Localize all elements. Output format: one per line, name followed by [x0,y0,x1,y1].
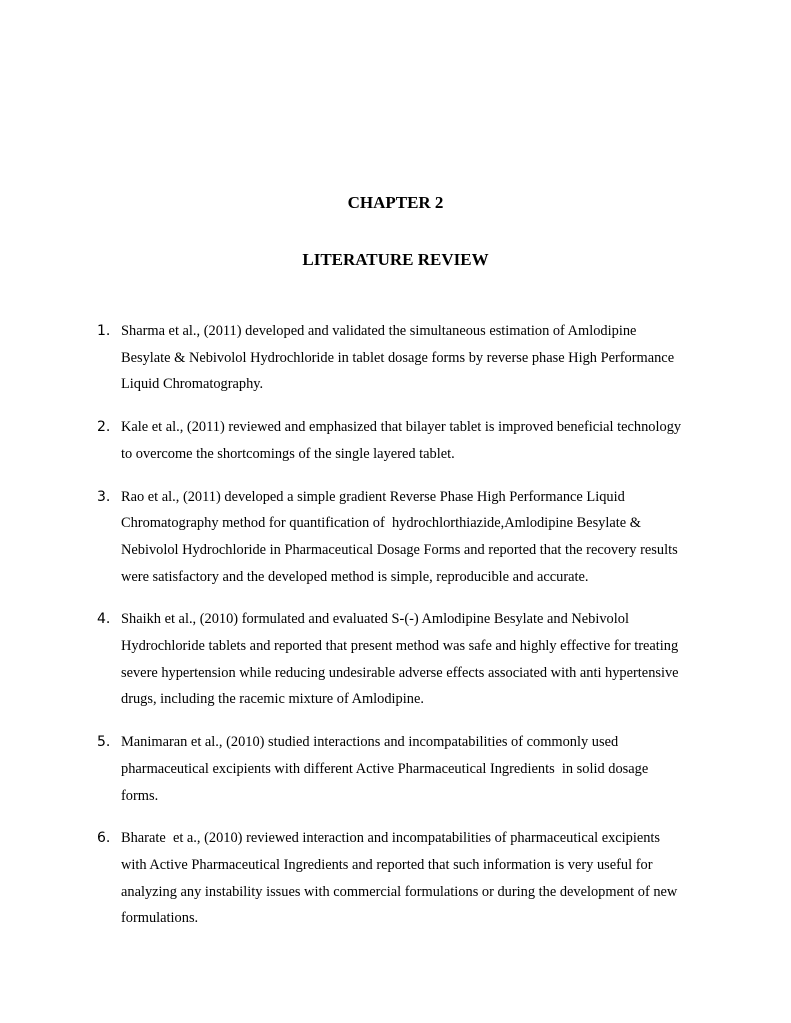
reference-item [0,825,721,932]
reference-line: were satisfactory and the developed method is simple, reproducible and accurate. [121,568,589,585]
reference-number: 2. [97,419,111,436]
reference-line: Bharate et a., (2010) reviewed interaction and incompatabilities of pharmaceutical excipients [121,830,661,847]
reference-text [121,414,721,467]
reference-line: formulations. [121,910,199,927]
reference-line: Besylate & Nebivolol Hydrochloride in tablet dosage forms by reverse phase High Performance [121,349,675,366]
reference-number: 5. [97,734,111,751]
reference-number: 4. [97,611,111,628]
reference-line: Nebivolol Hydrochloride in Pharmaceutical Dosage Forms and reported that the recovery results [121,541,678,558]
reference-line: pharmaceutical excipients with different Active Pharmaceutical Ingredients in solid dosage [121,760,649,777]
reference-line: Rao et al., (2011) developed a simple gradient Reverse Phase High Performance Liquid [121,488,625,505]
reference-line: Sharma et al., (2011) developed and validated the simultaneous estimation of Amlodipine [121,323,637,339]
reference-number: 6. [97,830,111,847]
reference-list [0,318,791,948]
reference-text [121,606,721,713]
reference-number: 3. [97,488,111,505]
reference-line: to overcome the shortcomings of the single layered tablet. [121,445,455,462]
chapter-title: LITERATURE REVIEW [302,250,489,269]
reference-line: with Active Pharmaceutical Ingredients and reported that such information is very useful for [121,856,653,873]
reference-line: forms. [121,787,159,804]
reference-item [0,484,721,591]
reference-line: Chromatography method for quantification of hydrochlorthiazide,Amlodipine Besylate & [121,515,641,532]
reference-text [121,484,721,591]
reference-item [0,606,721,713]
reference-line: Manimaran et al., (2010) studied interactions and incompatabilities of commonly used [121,734,619,751]
reference-line: severe hypertension while reducing undesirable adverse effects associated with anti hypertensive [121,664,679,681]
chapter-heading: CHAPTER 2 [347,193,444,212]
reference-number: 1. [97,323,111,339]
reference-line: analyzing any instability issues with commercial formulations or during the development of new [121,883,678,900]
reference-item [0,318,721,398]
reference-line: drugs, including the racemic mixture of Amlodipine. [121,691,424,708]
reference-line: Liquid Chromatography. [121,376,264,393]
reference-text [121,729,721,809]
reference-text [121,318,721,398]
reference-line: Shaikh et al., (2010) formulated and evaluated S-(-) Amlodipine Besylate and Nebivolol [121,611,629,628]
reference-text [121,825,721,932]
reference-line: Hydrochloride tablets and reported that present method was safe and highly effective for treating [121,638,679,655]
reference-line: Kale et al., (2011) reviewed and emphasized that bilayer tablet is improved beneficial technology [121,419,682,436]
reference-item [0,414,721,467]
reference-item [0,729,721,809]
